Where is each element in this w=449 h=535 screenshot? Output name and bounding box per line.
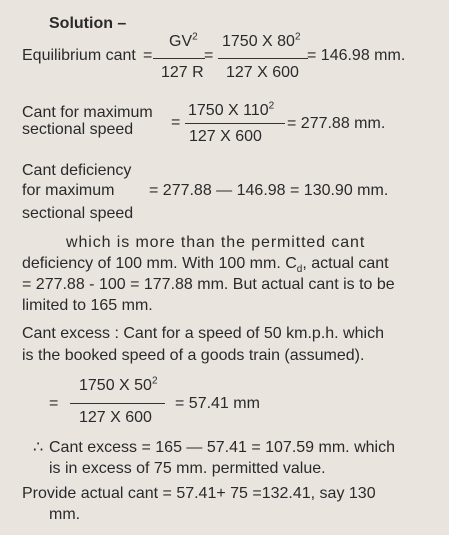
para2-line-2: is the booked speed of a goods train (assumed).	[22, 347, 365, 364]
eq2-result: = 277.88 mm.	[287, 115, 386, 132]
eq1-equals: =	[143, 47, 153, 64]
eq2-equals: =	[171, 114, 181, 131]
eq2-label-line-2: sectional speed	[22, 121, 134, 138]
para1-line-4: limited to 165 mm.	[22, 297, 153, 314]
eq2-fraction-bar	[185, 123, 285, 124]
eq3-value: = 277.88 — 146.98 = 130.90 mm.	[149, 182, 389, 199]
eq4-fraction-bar	[70, 403, 165, 404]
eq1-result: = 146.98 mm.	[307, 47, 406, 64]
eq1-numerator-1: $GV^2$	[169, 31, 198, 50]
solution-heading: Solution –	[49, 15, 127, 32]
eq4-result: = 57.41 mm	[175, 395, 260, 412]
eq4-equals: =	[49, 395, 59, 412]
eq1-denominator-2: 127 X 600	[226, 64, 299, 81]
eq3-label-line-2: for maximum	[22, 182, 115, 199]
para3-line-1: Cant excess = 165 — 57.41 = 107.59 mm. which	[49, 439, 395, 456]
para3-line-2: is in excess of 75 mm. permitted value.	[49, 460, 326, 477]
para4-line-1: Provide actual cant = 57.41+ 75 =132.41, say 130	[22, 485, 376, 502]
therefore-symbol: ∴	[33, 439, 44, 456]
para4-line-2: mm.	[49, 506, 81, 523]
eq2-numerator: 1750 X $110^2$	[188, 100, 275, 119]
para1-line-2: deficiency of 100 mm. With 100 mm. $C_d$, actual cant	[22, 255, 389, 276]
eq1-fraction-bar-1	[153, 58, 205, 59]
eq1-denominator-1: 127 R	[161, 64, 204, 81]
eq1-label: Equilibrium cant	[22, 47, 136, 64]
eq1-numerator-2: 1750 X $80^2$	[222, 31, 301, 50]
eq3-label-line-1: Cant deficiency	[22, 162, 132, 179]
eq1-equals-2: =	[204, 47, 214, 64]
eq4-numerator: 1750 X $50^2$	[79, 375, 158, 394]
eq2-label-line-1: Cant for maximum	[22, 104, 153, 121]
para1-line-3: = 277.88 - 100 = 177.88 mm. But actual cant is to be	[22, 276, 395, 293]
para2-line-1: Cant excess : Cant for a speed of 50 km.p.h. which	[22, 325, 384, 342]
eq3-label-line-3: sectional speed	[22, 205, 134, 222]
eq1-fraction-bar-2	[218, 58, 308, 59]
eq4-denominator: 127 X 600	[79, 409, 152, 426]
eq2-denominator: 127 X 600	[189, 128, 262, 145]
para1-line-1: which is more than the permitted cant	[66, 234, 366, 251]
